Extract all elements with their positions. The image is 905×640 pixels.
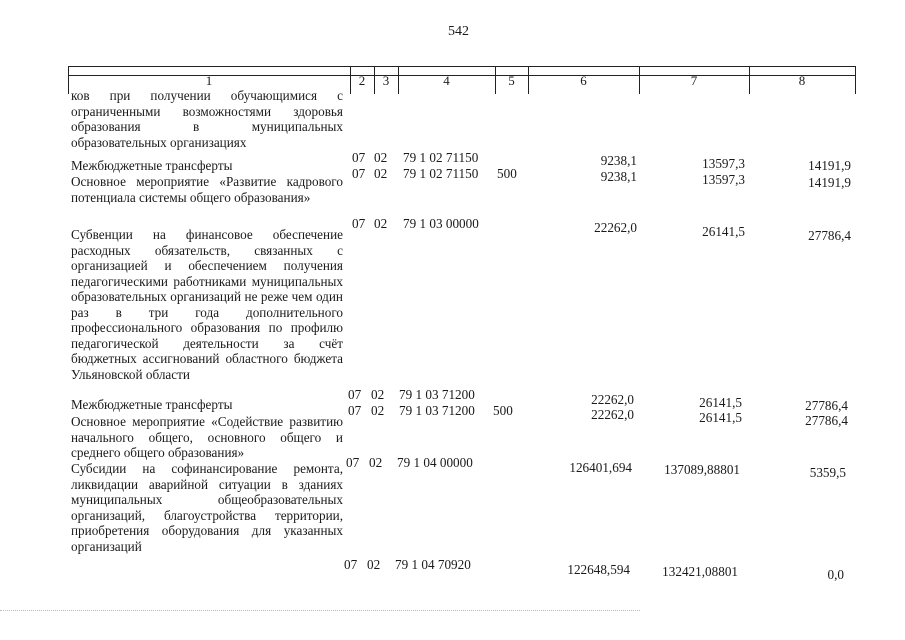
header-col-4: 4 xyxy=(443,73,450,88)
cell-target-code: 79 1 03 00000 xyxy=(403,216,479,231)
cell-section: 07 xyxy=(348,387,362,402)
header-col-6: 6 xyxy=(580,73,587,88)
cell-section: 07 xyxy=(344,557,358,572)
cell-value-col7: 132421,08801 xyxy=(662,564,738,579)
header-col-3: 3 xyxy=(382,73,390,88)
cell-value-col6: 22262,0 xyxy=(594,220,637,235)
cell-target-code: 79 1 03 71200 xyxy=(399,387,475,402)
cell-value-col8: 27786,4 xyxy=(808,228,851,243)
cell-target-code: 79 1 03 71200 xyxy=(399,403,475,418)
row-description: Основное мероприятие «Развитие кадрового потенциала системы общего образования» xyxy=(71,174,343,205)
row-description: Основное мероприятие «Содействие развитию начального общего, основного общего и среднего общего образования» xyxy=(71,414,343,460)
cell-subsection: 02 xyxy=(371,387,385,402)
cell-value-col7: 13597,3 xyxy=(702,156,745,171)
cell-subsection: 02 xyxy=(374,216,388,231)
cell-value-col8: 5359,5 xyxy=(809,465,846,480)
cell-section: 07 xyxy=(352,216,366,231)
row-description: Субвенции на финансовое обеспечение расходных обязательств, связанных с организацией и обеспечением получения педагогическими работниками муниципальных образовательных организаций не реже чем один раз в три года дополнительного профессионального образования по профилю педагогической деятельности за счёт бюджетных ассигнований областного бюджета Ульяновской области xyxy=(71,227,343,382)
header-top-rule xyxy=(68,66,855,67)
cell-value-col8: 27786,4 xyxy=(805,413,848,428)
row-description: Субсидии на софинансирование ремонта, ликвидации аварийной ситуации в зданиях муниципальных общеобразовательных организаций, благоустройства территории, приобретения оборудования для указанных организаций xyxy=(71,461,343,554)
cell-value-col8: 14191,9 xyxy=(808,158,851,173)
cell-value-col7: 13597,3 xyxy=(702,172,745,187)
page-number: 542 xyxy=(448,24,469,39)
cell-section: 07 xyxy=(352,150,366,165)
cell-subsection: 02 xyxy=(374,166,388,181)
cell-value-col6: 9238,1 xyxy=(600,153,637,168)
cell-subsection: 02 xyxy=(369,455,383,470)
cell-value-col8: 14191,9 xyxy=(808,175,851,190)
header-col-1: 1 xyxy=(205,73,213,88)
cell-value-col7: 26141,5 xyxy=(702,224,745,239)
cell-subsection: 02 xyxy=(374,150,388,165)
cell-value-col6: 22262,0 xyxy=(591,407,634,422)
cell-value-col6: 122648,594 xyxy=(567,562,630,577)
cell-expense-type: 500 xyxy=(497,166,517,181)
cell-value-col6: 9238,1 xyxy=(600,169,637,184)
cell-value-col6: 126401,694 xyxy=(569,460,632,475)
header-col-2: 2 xyxy=(358,73,366,88)
header-col-8: 8 xyxy=(798,73,806,88)
row-description: ков при получении обучающимися с ограниченными возможностями здоровья образования в муниципальных образовательных организациях xyxy=(71,88,343,150)
cell-section: 07 xyxy=(352,166,366,181)
cell-section: 07 xyxy=(348,403,362,418)
header-col-7: 7 xyxy=(690,73,698,88)
cell-value-col7: 26141,5 xyxy=(699,395,742,410)
cell-subsection: 02 xyxy=(367,557,381,572)
cell-value-col8: 0,0 xyxy=(827,567,844,582)
cell-expense-type: 500 xyxy=(493,403,513,418)
row-description: Межбюджетные трансферты xyxy=(71,158,233,173)
header-col-5: 5 xyxy=(508,73,515,88)
cell-target-code: 79 1 04 70920 xyxy=(395,557,471,572)
row-description: Межбюджетные трансферты xyxy=(71,397,233,412)
cell-subsection: 02 xyxy=(371,403,385,418)
header-divider xyxy=(855,66,856,94)
cell-target-code: 79 1 02 71150 xyxy=(403,166,479,181)
cell-value-col8: 27786,4 xyxy=(805,398,848,413)
cell-value-col7: 26141,5 xyxy=(699,410,742,425)
cell-value-col6: 22262,0 xyxy=(591,392,634,407)
cell-value-col7: 137089,88801 xyxy=(664,462,740,477)
cell-section: 07 xyxy=(346,455,360,470)
scan-artifact-line xyxy=(0,610,640,611)
cell-target-code: 79 1 02 71150 xyxy=(403,150,479,165)
cell-target-code: 79 1 04 00000 xyxy=(397,455,473,470)
